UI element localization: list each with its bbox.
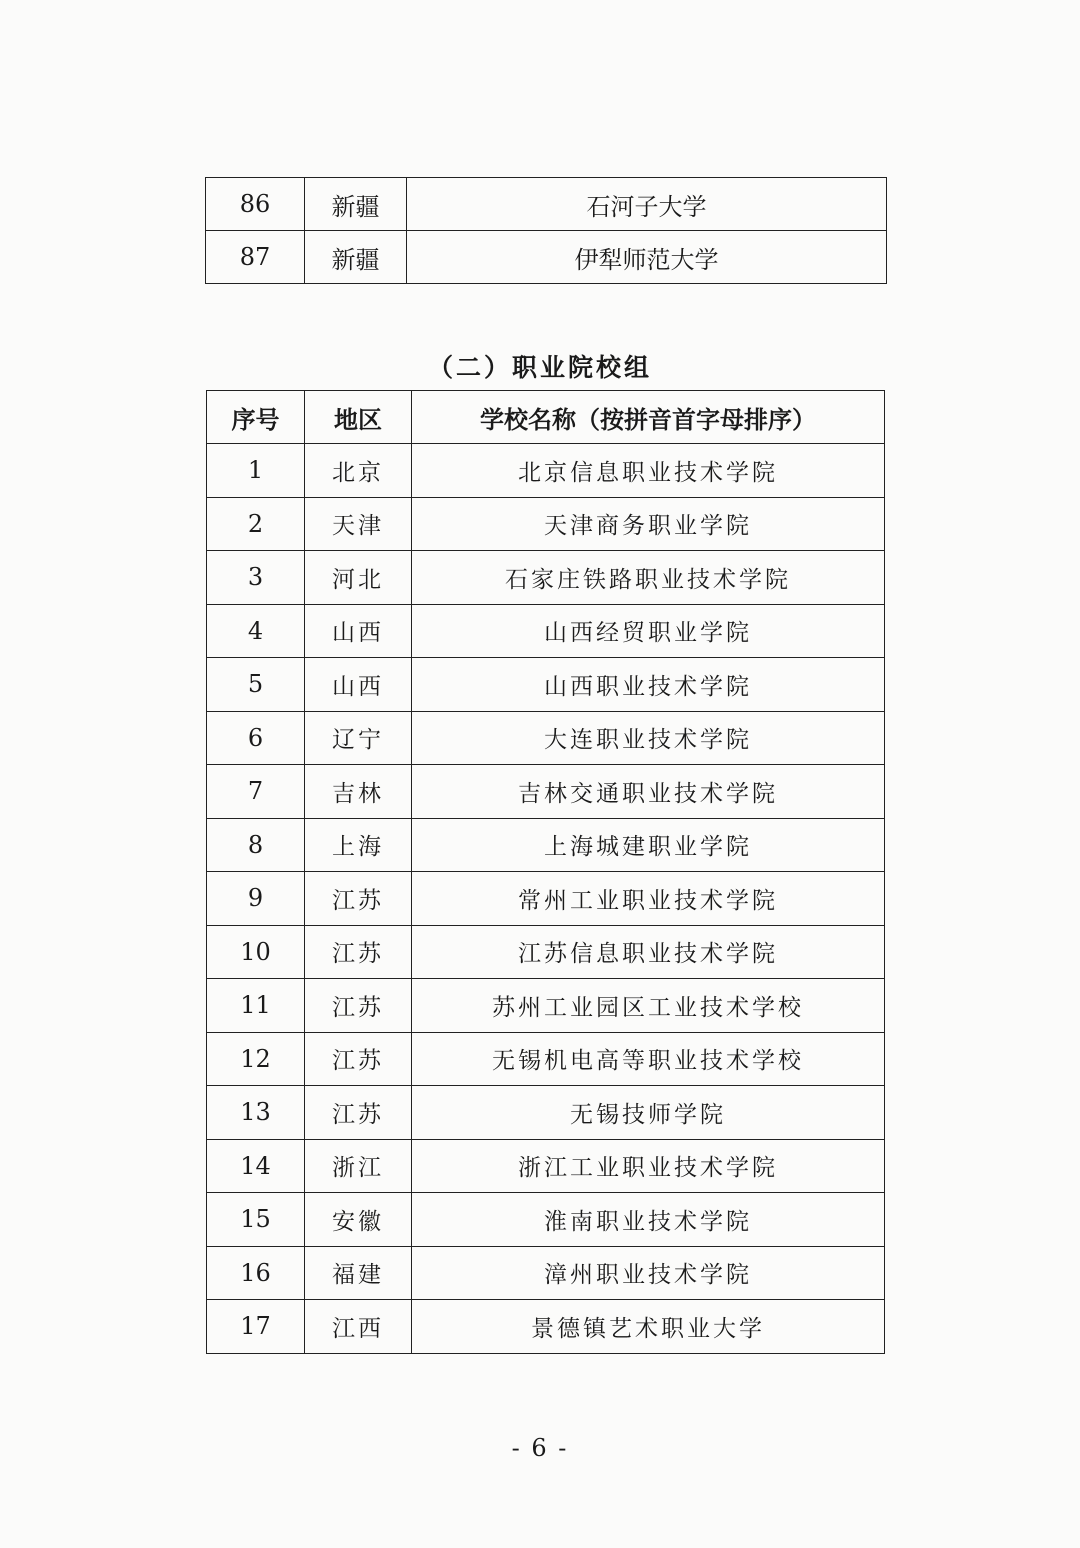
row-region: 浙江 xyxy=(305,1139,412,1193)
row-school-name: 无锡技师学院 xyxy=(412,1086,885,1140)
row-region: 山西 xyxy=(305,658,412,712)
table-row xyxy=(207,658,885,712)
row-region: 江苏 xyxy=(305,872,412,926)
row-region: 北京 xyxy=(305,444,412,498)
row-number: 9 xyxy=(207,872,305,926)
row-school-name: 大连职业技术学院 xyxy=(412,711,885,765)
row-school-name: 景德镇艺术职业大学 xyxy=(412,1300,885,1354)
row-number: 14 xyxy=(207,1139,305,1193)
row-school-name: 石河子大学 xyxy=(407,178,887,231)
table-row xyxy=(207,872,885,926)
row-region: 河北 xyxy=(305,551,412,605)
table-row xyxy=(207,444,885,498)
table-row xyxy=(207,1300,885,1354)
row-number: 12 xyxy=(207,1032,305,1086)
row-number: 4 xyxy=(207,604,305,658)
row-number: 10 xyxy=(207,925,305,979)
table-row xyxy=(207,1139,885,1193)
row-number: 15 xyxy=(207,1193,305,1247)
row-school-name: 常州工业职业技术学院 xyxy=(412,872,885,926)
table-row xyxy=(207,551,885,605)
table-row xyxy=(207,497,885,551)
row-region: 山西 xyxy=(305,604,412,658)
row-school-name: 山西经贸职业学院 xyxy=(412,604,885,658)
row-region: 天津 xyxy=(305,497,412,551)
row-region: 吉林 xyxy=(305,765,412,819)
row-region: 福建 xyxy=(305,1246,412,1300)
row-region: 江苏 xyxy=(305,1086,412,1140)
row-school-name: 江苏信息职业技术学院 xyxy=(412,925,885,979)
row-school-name: 天津商务职业学院 xyxy=(412,497,885,551)
row-region: 江西 xyxy=(305,1300,412,1354)
row-region: 新疆 xyxy=(305,178,407,231)
row-region: 江苏 xyxy=(305,979,412,1033)
section-title: （二）职业院校组 xyxy=(427,353,652,382)
page-number: - 6 - xyxy=(511,1434,569,1462)
table-row xyxy=(206,231,887,284)
row-school-name: 伊犁师范大学 xyxy=(407,231,887,284)
row-number: 11 xyxy=(207,979,305,1033)
row-region: 辽宁 xyxy=(305,711,412,765)
row-number: 2 xyxy=(207,497,305,551)
vocational-school-table xyxy=(206,390,885,1354)
row-number: 7 xyxy=(207,765,305,819)
table-header-row xyxy=(207,391,885,444)
row-school-name: 石家庄铁路职业技术学院 xyxy=(412,551,885,605)
row-region: 江苏 xyxy=(305,1032,412,1086)
continued-university-table xyxy=(205,177,887,284)
row-number: 3 xyxy=(207,551,305,605)
row-school-name: 浙江工业职业技术学院 xyxy=(412,1139,885,1193)
table-row xyxy=(207,1246,885,1300)
row-region: 安徽 xyxy=(305,1193,412,1247)
table-row xyxy=(207,818,885,872)
table-row xyxy=(207,925,885,979)
header-region: 地区 xyxy=(305,391,412,444)
table-row xyxy=(207,1086,885,1140)
table-row xyxy=(207,604,885,658)
row-number: 1 xyxy=(207,444,305,498)
row-school-name: 上海城建职业学院 xyxy=(412,818,885,872)
table-row xyxy=(207,765,885,819)
row-number: 17 xyxy=(207,1300,305,1354)
row-number: 6 xyxy=(207,711,305,765)
table-row xyxy=(207,1032,885,1086)
header-school-name: 学校名称（按拼音首字母排序） xyxy=(412,391,885,444)
header-no: 序号 xyxy=(207,391,305,444)
row-school-name: 漳州职业技术学院 xyxy=(412,1246,885,1300)
row-school-name: 淮南职业技术学院 xyxy=(412,1193,885,1247)
table-row xyxy=(207,711,885,765)
row-region: 江苏 xyxy=(305,925,412,979)
row-number: 87 xyxy=(206,231,305,284)
row-number: 5 xyxy=(207,658,305,712)
row-number: 8 xyxy=(207,818,305,872)
table-row xyxy=(207,1193,885,1247)
table-row xyxy=(206,178,887,231)
row-number: 16 xyxy=(207,1246,305,1300)
row-school-name: 无锡机电高等职业技术学校 xyxy=(412,1032,885,1086)
row-school-name: 吉林交通职业技术学院 xyxy=(412,765,885,819)
row-number: 13 xyxy=(207,1086,305,1140)
row-region: 上海 xyxy=(305,818,412,872)
row-school-name: 苏州工业园区工业技术学校 xyxy=(412,979,885,1033)
row-region: 新疆 xyxy=(305,231,407,284)
table-row xyxy=(207,979,885,1033)
row-school-name: 北京信息职业技术学院 xyxy=(412,444,885,498)
row-school-name: 山西职业技术学院 xyxy=(412,658,885,712)
row-number: 86 xyxy=(206,178,305,231)
